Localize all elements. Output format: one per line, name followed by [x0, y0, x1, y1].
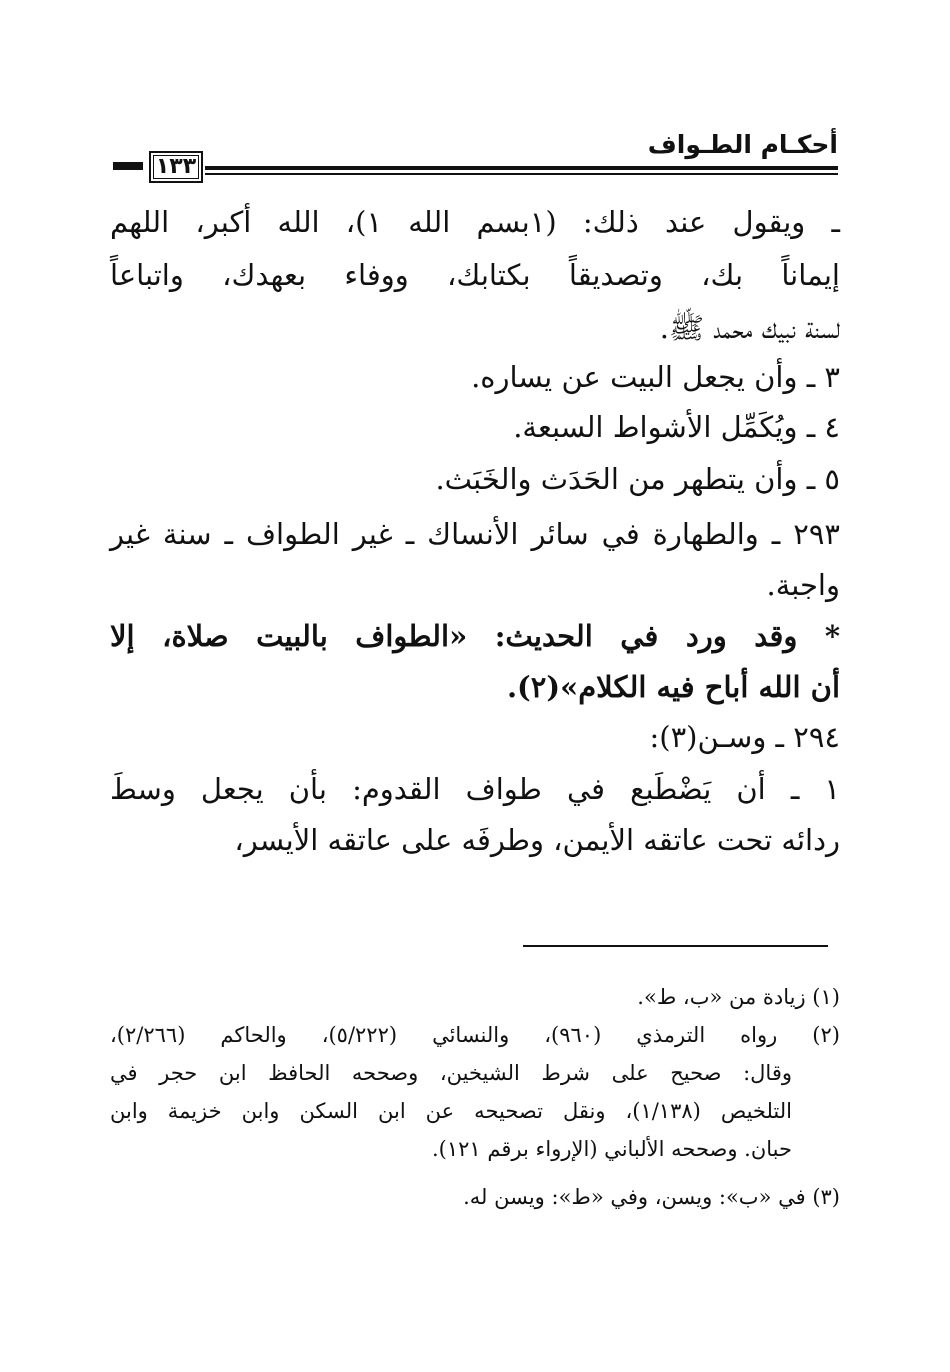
header-rule-thin: [205, 173, 838, 175]
header-rule-thick: [205, 166, 838, 170]
text-line-3: لسنة نبيك محمد ﷺ.: [659, 311, 840, 345]
footnote-line-3: وقال: صحيح على شرط الشيخين، وصححه الحافظ ابن حجر في: [110, 1061, 792, 1085]
text-line-12: ١ ـ أن يَضْطَبع في طواف القدوم: بأن يجعل وسطَ: [110, 772, 840, 806]
text-line-6: ٥ ـ وأن يتطهر من الحَدَث والخَبَث.: [435, 462, 840, 496]
footnote-line-2: (٢) رواه الترمذي (٩٦٠)، والنسائي (٥/٢٢٢)، والحاكم (٢/٢٦٦)،: [110, 1023, 840, 1047]
footnote-line-1: (١) زيادة من «ب، ط».: [637, 985, 840, 1009]
page-number-box-inner: [153, 155, 199, 179]
text-line-8: واجبة.: [766, 568, 840, 602]
text-line-13: ردائه تحت عاتقه الأيمن، وطرفَه على عاتقه الأيسر،: [234, 823, 840, 857]
page-header: [113, 128, 838, 188]
text-line-2: إيماناً بك، وتصديقاً بكتابك، ووفاء بعهدك، واتباعاً: [110, 258, 840, 292]
running-title: أحكـام الطـواف: [647, 130, 838, 159]
text-line-5: ٤ ـ ويُكَمِّل الأشواط السبعة.: [513, 410, 840, 444]
text-line-11: ٢٩٤ ـ وسـن(٣):: [649, 720, 840, 754]
text-line-1: ـ ويقول عند ذلك: (١بسم الله ١)، الله أكبر، اللهم: [110, 205, 840, 239]
footnote-separator: [523, 945, 828, 947]
text-line-7: ٢٩٣ ـ والطهارة في سائر الأنساك ـ غير الطواف ـ سنة غير: [110, 517, 840, 551]
footnote-line-4: التلخيص (١/١٣٨)، ونقل تصحيحه عن ابن السكن وابن خزيمة وابن: [110, 1099, 792, 1123]
text-line-9: * وقد ورد في الحديث: «الطواف بالبيت صلاة، إلا: [110, 619, 840, 653]
text-line-10: أن الله أباح فيه الكلام»(٢).: [506, 670, 840, 704]
text-line-4: ٣ ـ وأن يجعل البيت عن يساره.: [471, 360, 840, 394]
footnote-line-6: (٣) في «ب»: ويسن، وفي «ط»: ويسن له.: [463, 1185, 840, 1209]
header-left-mark: [113, 162, 143, 170]
page-number: ١٣٣: [155, 154, 197, 179]
page-number-box: [149, 151, 203, 183]
footnote-line-5: حبان. وصححه الألباني (الإرواء برقم ١٢١).: [432, 1137, 792, 1161]
